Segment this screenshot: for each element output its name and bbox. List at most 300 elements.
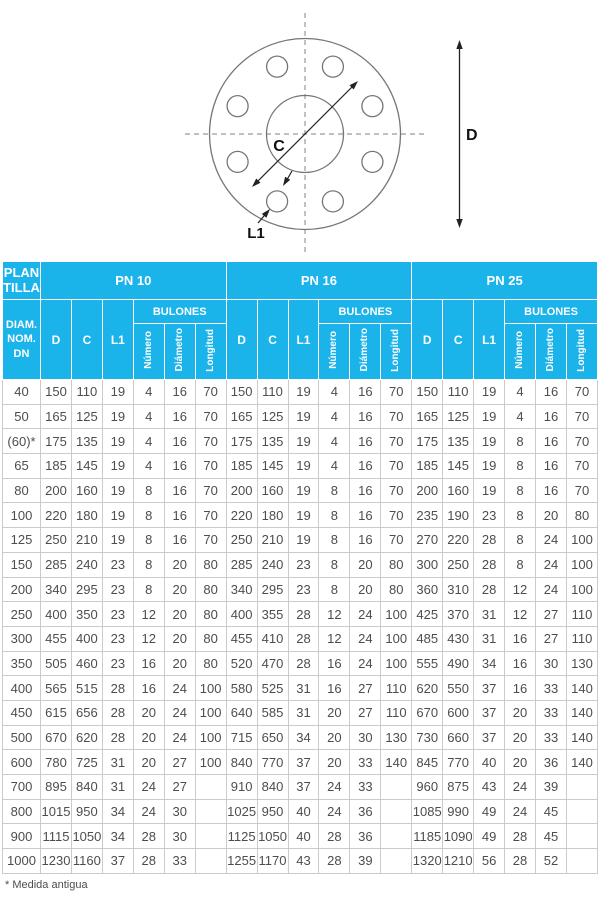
value-cell: 12 (133, 626, 164, 651)
value-cell: 80 (195, 552, 226, 577)
value-cell (381, 849, 412, 874)
dimension-c-label: C (273, 138, 285, 155)
value-cell: 180 (71, 503, 102, 528)
pn25-diametro-header (536, 324, 567, 380)
dn-column-header: DIAM. NOM. DN (3, 300, 41, 380)
value-cell: 425 (412, 602, 443, 627)
value-cell: 110 (443, 380, 474, 405)
value-cell: 23 (288, 552, 319, 577)
pn16-d-header: D (226, 300, 257, 380)
value-cell: 34 (102, 824, 133, 849)
value-cell: 28 (133, 849, 164, 874)
table-row (3, 528, 598, 553)
value-cell: 350 (71, 602, 102, 627)
pn16-longitud-header (381, 324, 412, 380)
value-cell: 725 (71, 750, 102, 775)
table-row (3, 626, 598, 651)
value-cell: 200 (226, 478, 257, 503)
value-cell: 455 (226, 626, 257, 651)
value-cell: 100 (381, 651, 412, 676)
value-cell: 180 (257, 503, 288, 528)
value-cell: 100 (195, 676, 226, 701)
value-cell: 70 (566, 380, 597, 405)
value-cell: 24 (133, 799, 164, 824)
value-cell: 8 (133, 478, 164, 503)
value-cell: 12 (505, 577, 536, 602)
value-cell: 310 (443, 577, 474, 602)
value-cell: 175 (41, 429, 72, 454)
value-cell: 140 (381, 750, 412, 775)
value-cell: 400 (41, 602, 72, 627)
value-cell: 43 (474, 775, 505, 800)
value-cell: 80 (195, 602, 226, 627)
value-cell: 285 (41, 552, 72, 577)
value-cell: 56 (474, 849, 505, 874)
value-cell: 19 (288, 454, 319, 479)
value-cell: 28 (474, 552, 505, 577)
value-cell (566, 799, 597, 824)
value-cell: 30 (164, 824, 195, 849)
value-cell: 515 (71, 676, 102, 701)
value-cell: 110 (257, 380, 288, 405)
value-cell: 8 (133, 528, 164, 553)
value-cell: 80 (566, 503, 597, 528)
value-cell: 23 (102, 577, 133, 602)
value-cell (566, 849, 597, 874)
value-cell: 19 (474, 454, 505, 479)
value-cell: 8 (319, 552, 350, 577)
dn-cell: 350 (3, 651, 41, 676)
section-header-pn25: PN 25 (412, 262, 598, 300)
value-cell: 185 (226, 454, 257, 479)
value-cell: 31 (474, 626, 505, 651)
value-cell: 580 (226, 676, 257, 701)
value-cell: 210 (257, 528, 288, 553)
value-cell: 16 (350, 454, 381, 479)
table-row (3, 750, 598, 775)
value-cell: 30 (164, 799, 195, 824)
value-cell: 16 (505, 626, 536, 651)
vertical-label: Longitud (204, 328, 216, 372)
value-cell: 20 (319, 750, 350, 775)
value-cell: 52 (536, 849, 567, 874)
value-cell: 24 (536, 528, 567, 553)
dimension-d-label: D (466, 127, 478, 144)
value-cell: 1210 (443, 849, 474, 874)
pn10-c-header: C (71, 300, 102, 380)
table-row (3, 824, 598, 849)
value-cell: 165 (412, 404, 443, 429)
value-cell: 27 (164, 750, 195, 775)
table-row (3, 725, 598, 750)
value-cell: 70 (381, 478, 412, 503)
value-cell: 31 (102, 775, 133, 800)
value-cell: 24 (505, 775, 536, 800)
value-cell: 4 (505, 404, 536, 429)
value-cell: 8 (319, 478, 350, 503)
value-cell: 40 (474, 750, 505, 775)
value-cell: 16 (133, 651, 164, 676)
value-cell: 585 (257, 700, 288, 725)
value-cell: 110 (381, 676, 412, 701)
value-cell: 16 (536, 380, 567, 405)
bolt-hole (322, 56, 343, 77)
value-cell: 36 (350, 799, 381, 824)
value-cell: 20 (133, 700, 164, 725)
value-cell: 520 (226, 651, 257, 676)
value-cell: 80 (381, 552, 412, 577)
dimension-d-arrow (456, 40, 462, 228)
value-cell: 400 (226, 602, 257, 627)
pn25-l1-header: L1 (474, 300, 505, 380)
table-body (3, 380, 598, 874)
value-cell: 430 (443, 626, 474, 651)
value-cell: 20 (133, 750, 164, 775)
value-cell: 27 (164, 775, 195, 800)
value-cell: 100 (566, 577, 597, 602)
value-cell: 20 (164, 552, 195, 577)
vertical-label: Número (514, 331, 526, 369)
value-cell (381, 799, 412, 824)
vertical-label: Número (328, 331, 340, 369)
value-cell: 110 (566, 626, 597, 651)
value-cell: 37 (288, 750, 319, 775)
value-cell: 780 (41, 750, 72, 775)
value-cell: 45 (536, 799, 567, 824)
value-cell: 70 (381, 404, 412, 429)
value-cell: 24 (505, 799, 536, 824)
value-cell: 490 (443, 651, 474, 676)
value-cell: 34 (288, 725, 319, 750)
value-cell (195, 824, 226, 849)
value-cell: 100 (566, 552, 597, 577)
value-cell: 23 (102, 552, 133, 577)
value-cell: 31 (102, 750, 133, 775)
value-cell: 36 (536, 750, 567, 775)
value-cell: 4 (133, 429, 164, 454)
value-cell: 840 (71, 775, 102, 800)
value-cell: 4 (319, 429, 350, 454)
footnote: * Medida antigua (5, 879, 88, 891)
value-cell: 565 (41, 676, 72, 701)
pn16-l1-header: L1 (288, 300, 319, 380)
value-cell: 70 (381, 528, 412, 553)
dn-cell: 100 (3, 503, 41, 528)
pn16-numero-header (319, 324, 350, 380)
value-cell: 28 (288, 602, 319, 627)
value-cell: 19 (288, 429, 319, 454)
dn-cell: 200 (3, 577, 41, 602)
value-cell: 285 (226, 552, 257, 577)
value-cell: 910 (226, 775, 257, 800)
value-cell: 19 (102, 404, 133, 429)
value-cell: 100 (195, 725, 226, 750)
dn-cell: 80 (3, 478, 41, 503)
value-cell: 16 (536, 429, 567, 454)
value-cell: 27 (536, 602, 567, 627)
pn25-bolts-header: BULONES (505, 300, 598, 324)
value-cell: 24 (536, 552, 567, 577)
vertical-label: Diámetro (173, 328, 185, 372)
vertical-label: Diámetro (544, 328, 556, 372)
value-cell: 24 (536, 577, 567, 602)
value-cell: 70 (195, 454, 226, 479)
value-cell: 24 (350, 651, 381, 676)
value-cell: 33 (350, 750, 381, 775)
value-cell: 615 (41, 700, 72, 725)
value-cell: 200 (41, 478, 72, 503)
bolt-hole (267, 56, 288, 77)
value-cell: 100 (566, 528, 597, 553)
value-cell: 37 (474, 725, 505, 750)
value-cell: 28 (505, 824, 536, 849)
value-cell: 770 (257, 750, 288, 775)
table-row (3, 676, 598, 701)
value-cell: 16 (536, 454, 567, 479)
table-row (3, 503, 598, 528)
value-cell: 950 (71, 799, 102, 824)
value-cell: 70 (381, 454, 412, 479)
value-cell: 220 (443, 528, 474, 553)
value-cell: 340 (226, 577, 257, 602)
value-cell: 1320 (412, 849, 443, 874)
dn-cell: 800 (3, 799, 41, 824)
value-cell: 31 (288, 700, 319, 725)
value-cell: 12 (505, 602, 536, 627)
value-cell: 19 (102, 478, 133, 503)
value-cell: 20 (133, 725, 164, 750)
value-cell: 33 (536, 700, 567, 725)
value-cell: 16 (350, 478, 381, 503)
value-cell: 960 (412, 775, 443, 800)
value-cell: 840 (257, 775, 288, 800)
value-cell: 210 (71, 528, 102, 553)
dn-cell: 250 (3, 602, 41, 627)
value-cell: 45 (536, 824, 567, 849)
value-cell: 16 (350, 380, 381, 405)
flange-diagram (0, 0, 600, 258)
value-cell: 160 (257, 478, 288, 503)
value-cell: 16 (319, 651, 350, 676)
value-cell: 24 (350, 602, 381, 627)
value-cell: 340 (41, 577, 72, 602)
value-cell: 20 (319, 725, 350, 750)
pn25-d-header: D (412, 300, 443, 380)
value-cell: 28 (505, 849, 536, 874)
value-cell: 19 (102, 503, 133, 528)
table-row (3, 454, 598, 479)
value-cell: 19 (474, 429, 505, 454)
value-cell: 49 (474, 824, 505, 849)
table-row (3, 577, 598, 602)
value-cell: 8 (505, 503, 536, 528)
vertical-label: Longitud (390, 328, 402, 372)
value-cell: 19 (288, 478, 319, 503)
value-cell: 875 (443, 775, 474, 800)
value-cell (566, 775, 597, 800)
value-cell: 39 (536, 775, 567, 800)
table-row (3, 429, 598, 454)
value-cell (566, 824, 597, 849)
value-cell: 24 (164, 676, 195, 701)
value-cell: 100 (381, 626, 412, 651)
value-cell: 19 (102, 380, 133, 405)
plantilla-header: PLAN TILLA (3, 262, 41, 300)
value-cell: 80 (195, 626, 226, 651)
value-cell (195, 849, 226, 874)
value-cell: 160 (71, 478, 102, 503)
table-row (3, 552, 598, 577)
value-cell: 70 (566, 404, 597, 429)
value-cell: 125 (257, 404, 288, 429)
value-cell: 600 (443, 700, 474, 725)
value-cell: 31 (288, 676, 319, 701)
value-cell: 145 (443, 454, 474, 479)
bolt-hole (227, 151, 248, 172)
value-cell: 30 (350, 725, 381, 750)
value-cell: 43 (288, 849, 319, 874)
value-cell: 1125 (226, 824, 257, 849)
value-cell: 300 (412, 552, 443, 577)
value-cell: 70 (566, 454, 597, 479)
vertical-label: Longitud (575, 328, 587, 372)
value-cell: 140 (566, 676, 597, 701)
value-cell: 640 (226, 700, 257, 725)
value-cell: 16 (350, 528, 381, 553)
value-cell: 670 (41, 725, 72, 750)
value-cell: 28 (102, 676, 133, 701)
value-cell: 125 (443, 404, 474, 429)
value-cell: 730 (412, 725, 443, 750)
value-cell: 455 (41, 626, 72, 651)
value-cell: 19 (474, 380, 505, 405)
value-cell: 100 (195, 700, 226, 725)
value-cell: 19 (474, 478, 505, 503)
value-cell: 4 (133, 454, 164, 479)
value-cell: 16 (536, 404, 567, 429)
table-row (3, 799, 598, 824)
value-cell: 670 (412, 700, 443, 725)
value-cell: 23 (102, 626, 133, 651)
value-cell: 37 (474, 700, 505, 725)
value-cell: 200 (412, 478, 443, 503)
value-cell: 70 (381, 503, 412, 528)
value-cell: 8 (319, 503, 350, 528)
dimension-l1-label: L1 (247, 225, 265, 242)
value-cell: 70 (381, 380, 412, 405)
value-cell: 8 (133, 503, 164, 528)
value-cell: 295 (71, 577, 102, 602)
pn10-bolts-header: BULONES (133, 300, 226, 324)
section-header-pn16: PN 16 (226, 262, 412, 300)
pn25-longitud-header (566, 324, 597, 380)
dn-cell: 600 (3, 750, 41, 775)
table-row (3, 651, 598, 676)
value-cell: 660 (443, 725, 474, 750)
pn16-c-header: C (257, 300, 288, 380)
value-cell: 33 (536, 725, 567, 750)
value-cell: 8 (133, 577, 164, 602)
vertical-label: Diámetro (359, 328, 371, 372)
value-cell: 4 (133, 380, 164, 405)
value-cell: 16 (350, 429, 381, 454)
value-cell: 28 (288, 626, 319, 651)
vertical-label: Número (142, 331, 154, 369)
value-cell: 28 (288, 651, 319, 676)
flange-dimensions-table (2, 261, 598, 874)
value-cell: 70 (381, 429, 412, 454)
value-cell: 150 (41, 380, 72, 405)
dn-cell: 450 (3, 700, 41, 725)
value-cell: 16 (164, 478, 195, 503)
value-cell: 1185 (412, 824, 443, 849)
value-cell: 555 (412, 651, 443, 676)
pn10-diametro-header (164, 324, 195, 380)
value-cell: 1230 (41, 849, 72, 874)
value-cell: 650 (257, 725, 288, 750)
value-cell: 505 (41, 651, 72, 676)
value-cell: 80 (195, 651, 226, 676)
value-cell: 20 (505, 750, 536, 775)
value-cell: 70 (195, 503, 226, 528)
value-cell: 135 (71, 429, 102, 454)
value-cell: 12 (133, 602, 164, 627)
value-cell: 16 (164, 404, 195, 429)
value-cell: 19 (102, 528, 133, 553)
value-cell: 20 (164, 651, 195, 676)
value-cell: 240 (257, 552, 288, 577)
value-cell: 110 (566, 602, 597, 627)
value-cell: 130 (381, 725, 412, 750)
value-cell: 16 (319, 676, 350, 701)
value-cell: 8 (505, 528, 536, 553)
value-cell: 19 (288, 503, 319, 528)
value-cell: 37 (288, 775, 319, 800)
value-cell: 28 (319, 849, 350, 874)
table-row (3, 380, 598, 405)
value-cell: 34 (102, 799, 133, 824)
dn-cell: 1000 (3, 849, 41, 874)
dn-cell: 65 (3, 454, 41, 479)
value-cell: 185 (41, 454, 72, 479)
section-header-pn10: PN 10 (41, 262, 227, 300)
value-cell: 24 (164, 725, 195, 750)
value-cell: 16 (164, 380, 195, 405)
value-cell: 24 (319, 775, 350, 800)
pn10-numero-header (133, 324, 164, 380)
value-cell: 20 (350, 577, 381, 602)
value-cell: 715 (226, 725, 257, 750)
value-cell: 23 (474, 503, 505, 528)
value-cell: 990 (443, 799, 474, 824)
value-cell: 70 (195, 380, 226, 405)
value-cell: 20 (164, 626, 195, 651)
bolt-hole (322, 191, 343, 212)
value-cell: 1050 (257, 824, 288, 849)
value-cell: 16 (164, 429, 195, 454)
value-cell: 130 (566, 651, 597, 676)
value-cell: 34 (474, 651, 505, 676)
value-cell: 485 (412, 626, 443, 651)
value-cell: 70 (195, 478, 226, 503)
value-cell: 16 (164, 503, 195, 528)
value-cell: 70 (566, 478, 597, 503)
value-cell: 31 (474, 602, 505, 627)
value-cell: 16 (164, 454, 195, 479)
value-cell: 220 (41, 503, 72, 528)
dn-cell: 300 (3, 626, 41, 651)
value-cell: 150 (412, 380, 443, 405)
